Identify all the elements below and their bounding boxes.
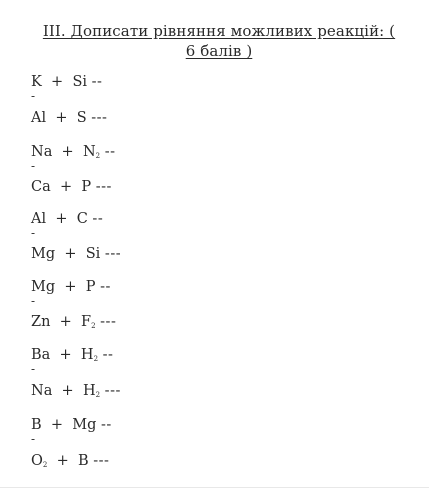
plus-sign: + (41, 417, 73, 433)
reactant-b: P (81, 179, 92, 195)
arrow-wrap-dash: - (31, 362, 36, 376)
task-title (30, 21, 408, 61)
task-title-line-2: 6 балів ) (185, 42, 253, 60)
equation-row (31, 109, 107, 127)
equation-row (31, 416, 112, 434)
reaction-arrow: -- (104, 144, 116, 160)
equation-row (31, 245, 121, 263)
plus-sign: + (41, 74, 73, 90)
reactant-b: C (76, 211, 88, 227)
equation-row (31, 210, 103, 228)
reaction-arrow: --- (104, 383, 121, 399)
plus-sign: + (47, 453, 78, 469)
equation-row (31, 73, 102, 91)
equation-row (31, 278, 111, 296)
reactant-b-subscript: 2 (95, 391, 101, 399)
reactant-b: Si (85, 246, 101, 262)
reactant-a-subscript: 2 (42, 461, 48, 469)
reactant-a: Na (31, 383, 53, 399)
plus-sign: + (46, 110, 77, 126)
reactant-b-subscript: 2 (91, 322, 96, 330)
reaction-arrow: -- (100, 279, 111, 295)
reactant-a: Mg (31, 246, 56, 262)
reactant-a: Mg (31, 279, 56, 295)
reaction-arrow: --- (100, 314, 117, 330)
reactant-a: Al (31, 211, 47, 227)
equation-row (31, 452, 109, 470)
plus-sign: + (50, 347, 81, 363)
reactant-a: Zn (31, 314, 51, 330)
plus-sign: + (52, 144, 83, 160)
arrow-wrap-dash: - (31, 226, 36, 240)
reactant-a: Ca (31, 179, 51, 195)
reactant-a: Na (31, 144, 53, 160)
reactant-b: B (77, 453, 89, 469)
equation-row (31, 346, 113, 364)
reaction-arrow: --- (91, 110, 108, 126)
reactant-a: Al (31, 110, 47, 126)
reaction-arrow: -- (92, 211, 104, 227)
reactant-b-subscript: 2 (95, 152, 101, 160)
arrow-wrap-dash: - (31, 432, 36, 446)
reaction-arrow: -- (102, 347, 114, 363)
plus-sign: + (46, 211, 77, 227)
arrow-wrap-dash: - (31, 89, 36, 103)
reaction-arrow: --- (104, 246, 122, 262)
reactant-b: P (85, 279, 96, 295)
reactant-a: B (31, 417, 42, 433)
equation-row (31, 178, 112, 196)
task-title-line-1: III. Дописати рівняння можливих реакцій: ( (42, 22, 396, 40)
reactant-a: K (31, 74, 42, 90)
reactant-a: Ba (31, 347, 51, 363)
arrow-wrap-dash: - (31, 159, 36, 173)
page-bottom-divider (0, 487, 429, 488)
plus-sign: + (55, 279, 86, 295)
reaction-arrow: --- (93, 453, 110, 469)
reactant-b: H (80, 347, 94, 363)
reactant-b: N (82, 144, 96, 160)
reactant-b-subscript: 2 (93, 355, 99, 363)
reactant-b: F (81, 314, 92, 330)
reaction-arrow: --- (95, 179, 112, 195)
reactant-b: H (82, 383, 96, 399)
plus-sign: + (50, 314, 82, 330)
equation-row (31, 143, 116, 161)
plus-sign: + (52, 383, 83, 399)
equation-row (31, 382, 121, 400)
reactant-b: Mg (72, 417, 97, 433)
plus-sign: + (50, 179, 82, 195)
plus-sign: + (55, 246, 86, 262)
arrow-wrap-dash: - (31, 294, 36, 308)
reaction-arrow: -- (101, 417, 112, 433)
reactant-b: S (76, 110, 87, 126)
reactant-a: O (31, 453, 43, 469)
equation-row (31, 313, 116, 331)
reaction-arrow: -- (91, 74, 103, 90)
reactant-b: Si (72, 74, 88, 90)
